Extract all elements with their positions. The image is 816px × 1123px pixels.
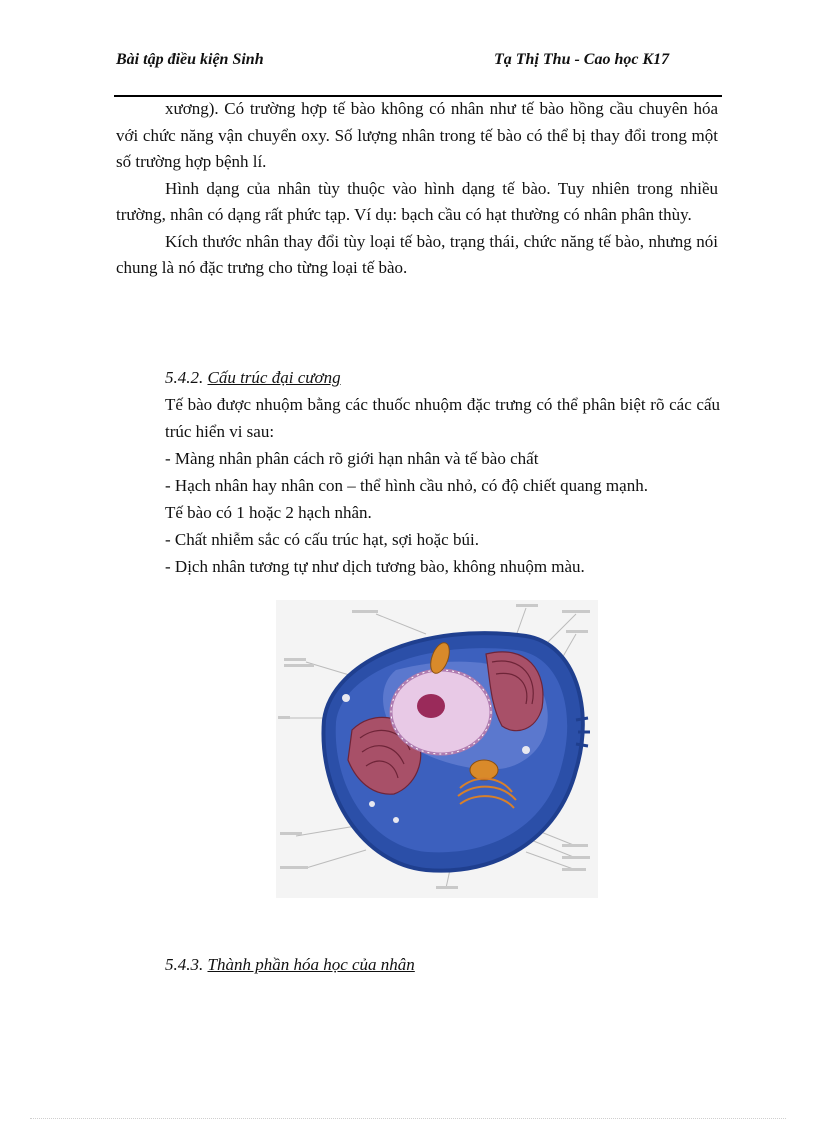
header-course-title: Bài tập điều kiện Sinh [116, 51, 264, 68]
section-number: 5.4.3. [165, 955, 204, 974]
intro-paragraphs [116, 96, 718, 282]
list-item-continuation: Tế bào có 1 hoặc 2 hạch nhân. [165, 503, 372, 522]
section-intro: Tế bào được nhuộm bằng các thuốc nhuộm đặc trưng có thể phân biệt rõ các cấu trúc hiển vi sau: [165, 395, 720, 441]
section-title: Thành phần hóa học của nhân [207, 955, 415, 974]
page-header [116, 48, 720, 96]
cell-diagram-figure [276, 600, 598, 898]
section-542-body [116, 391, 720, 580]
paragraph-2: Hình dạng của nhân tùy thuộc vào hình dạng tế bào. Tuy nhiên trong nhiều trường, nhân có dạng rất phức tạp. Ví dụ: bạch cầu có hạt thường có nhân phân thùy. [116, 178, 718, 224]
section-heading-543 [165, 952, 415, 978]
paragraph-1: xương). Có trường hợp tế bào không có nhân như tế bào hồng cầu chuyên hóa với chức năng vận chuyển oxy. Số lượng nhân trong tế bào có thể bị thay đổi trong một số trường hợp bệnh lí. [116, 99, 718, 171]
section-heading-542 [165, 365, 341, 391]
page-bottom-border [30, 1118, 786, 1119]
list-item: - Chất nhiễm sắc có cấu trúc hạt, sợi hoặc búi. [165, 530, 479, 549]
header-author: Tạ Thị Thu - Cao học K17 [494, 51, 670, 68]
mitochondrion [470, 760, 498, 780]
section-number: 5.4.2. [165, 368, 204, 387]
list-item: - Dịch nhân tương tự như dịch tương bào, không nhuộm màu. [165, 557, 585, 576]
paragraph-3: Kích thước nhân thay đổi tùy loại tế bào, trạng thái, chức năng tế bào, nhưng nói chung là nó đặc trưng cho từng loại tế bào. [116, 231, 718, 277]
list-item: - Màng nhân phân cách rõ giới hạn nhân và tế bào chất [165, 449, 539, 468]
cell-diagram [276, 600, 598, 898]
section-title: Cấu trúc đại cương [207, 368, 341, 387]
list-item: - Hạch nhân hay nhân con – thể hình cầu nhỏ, có độ chiết quang mạnh. [165, 476, 648, 495]
nucleolus [417, 694, 445, 718]
